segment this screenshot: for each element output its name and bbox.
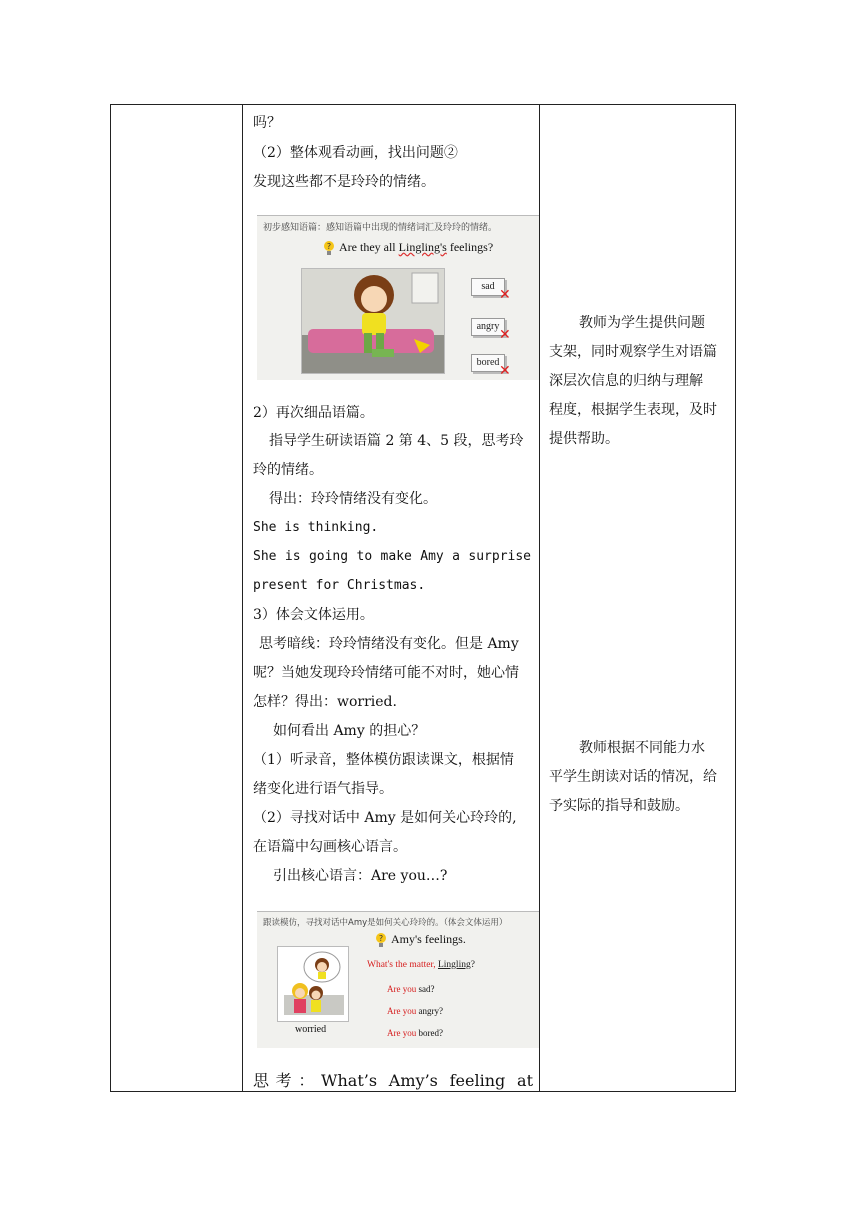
text-line: 在语篇中勾画核心语言。	[253, 839, 407, 855]
note-line: 教师为学生提供问题	[579, 315, 705, 331]
dialogue-line-angry: Are you angry?	[387, 1006, 443, 1016]
slide-heading: 跟读模仿，寻找对话中Amy是如何关心玲玲的。（体会文体运用）	[263, 918, 508, 928]
text-line: 绪变化进行语气指导。	[253, 781, 393, 797]
note-line: 支架，同时观察学生对语篇	[549, 344, 717, 360]
text-line: （2）整体观看动画，找出问题②	[253, 145, 458, 161]
slide-title: ? Are they all Lingling's feelings?	[323, 240, 493, 256]
cross-icon: ✕	[499, 363, 511, 379]
question-bulb-icon	[375, 932, 387, 948]
word-card-sad: sad	[471, 278, 505, 296]
text-line: 发现这些都不是玲玲的情绪。	[253, 174, 435, 190]
slide-image-amy-feelings	[257, 911, 539, 1048]
dialogue-line-sad: Are you sad?	[387, 984, 435, 994]
note-line: 程度，根据学生表现，及时	[549, 402, 717, 418]
cross-icon: ✕	[499, 287, 511, 303]
column-divider-1	[242, 105, 243, 1091]
teaching-process-column	[249, 105, 539, 1091]
dialogue-question: What's the matter, Lingling?	[367, 960, 475, 970]
note-line: 教师根据不同能力水	[579, 740, 705, 756]
column-divider-2	[539, 105, 540, 1091]
text-line: 引出核心语言：Are you…?	[273, 868, 448, 884]
cross-icon: ✕	[499, 327, 511, 343]
slide-title: ? Amy's feelings.	[375, 932, 466, 948]
text-line: （2）寻找对话中 Amy 是如何关心玲玲的,	[253, 810, 517, 826]
note-line: 深层次信息的归纳与理解	[549, 373, 703, 389]
svg-text:?: ?	[378, 934, 384, 944]
text-line: 3）体会文体运用。	[253, 607, 374, 623]
lingling-illustration	[301, 268, 445, 374]
image-caption: worried	[295, 1024, 327, 1035]
dialogue-line-bored: Are you bored?	[387, 1028, 443, 1038]
note-line: 平学生朗读对话的情况，给	[549, 769, 717, 785]
word-card-angry: angry	[471, 318, 505, 336]
text-line: She is thinking.	[253, 520, 379, 535]
text-line: 呢？当她发现玲玲情绪可能不对时，她心情	[253, 665, 519, 681]
text-line: 思考暗线：玲玲情绪没有变化。但是 Amy	[259, 636, 519, 652]
text-line: present for Christmas.	[253, 578, 426, 593]
text-line: She is going to make Amy a surprise	[253, 549, 531, 564]
design-intent-column	[545, 105, 729, 1091]
text-line: 2）再次细品语篇。	[253, 405, 374, 421]
amy-worried-illustration	[277, 946, 349, 1022]
text-line: 得出：玲玲情绪没有变化。	[269, 491, 437, 507]
text-line: 指导学生研读语篇 2 第 4、5 段，思考玲	[269, 433, 524, 449]
word-card-bored: bored	[471, 354, 505, 372]
text-line: （1）听录音，整体模仿跟读课文，根据情	[253, 752, 514, 768]
text-line: 玲的情绪。	[253, 462, 323, 478]
note-line: 予实际的指导和鼓励。	[549, 798, 689, 814]
text-line: 如何看出 Amy 的担心？	[273, 723, 426, 739]
note-line: 提供帮助。	[549, 431, 619, 447]
question-bulb-icon	[323, 240, 335, 256]
text-line: 吗？	[253, 115, 281, 131]
text-line: 怎样？得出：worried.	[253, 694, 397, 710]
slide-heading: 初步感知语篇：感知语篇中出现的情绪词汇及玲玲的情绪。	[263, 223, 498, 233]
svg-text:?: ?	[326, 242, 332, 252]
slide-image-lingling-feelings	[257, 215, 539, 380]
text-line: 思考：What’s Amy’s feeling at	[253, 1071, 533, 1090]
lesson-plan-table	[110, 104, 736, 1092]
